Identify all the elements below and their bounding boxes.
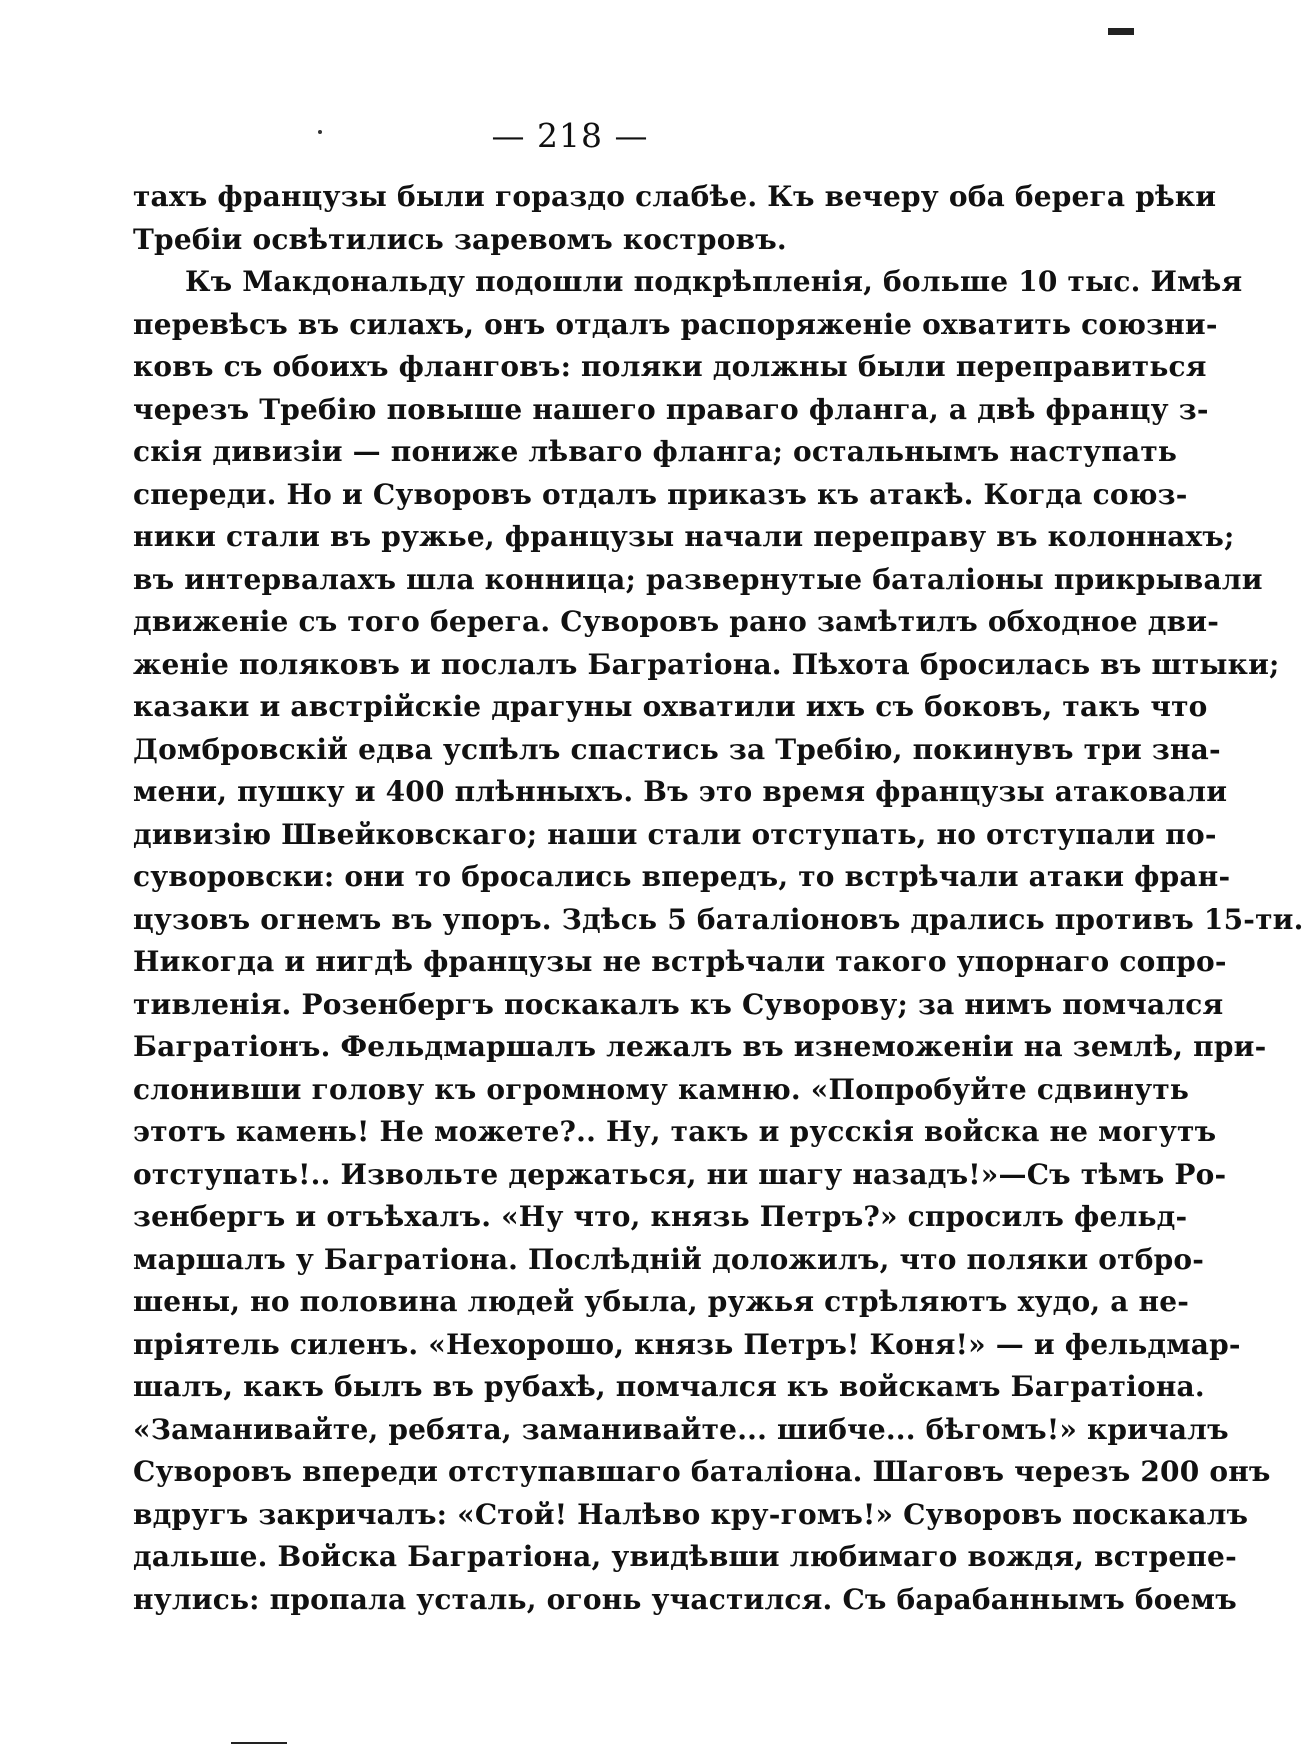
text-line: тахъ французы были гораздо слабѣе. Къ вечеру оба берега рѣки <box>133 180 1217 213</box>
text-line: казаки и австрійскіе драгуны охватили ихъ съ боковъ, такъ что <box>133 690 1208 723</box>
text-line: дальше. Войска Багратіона, увидѣвши любимаго вождя, встрепе- <box>133 1540 1237 1573</box>
text-line: слонивши голову къ огромному камню. «Попробуйте сдвинуть <box>133 1072 1190 1106</box>
text-line: спереди. Но и Суворовъ отдалъ приказъ къ атакѣ. Когда союз- <box>133 477 1188 511</box>
text-line: Требіи освѣтились заревомъ костровъ. <box>133 222 787 256</box>
text-line: нулись: пропала усталь, огонь участился. Съ барабаннымъ боемъ <box>133 1582 1237 1616</box>
footnote-rule <box>231 1742 287 1744</box>
text-line: шалъ, какъ былъ въ рубахѣ, помчался къ войскамъ Багратіона. <box>133 1370 1205 1403</box>
body-text <box>133 176 1304 1621</box>
text-line: ковъ съ обоихъ фланговъ: поляки должны были переправиться <box>133 350 1207 383</box>
text-line: мени, пушку и 400 плѣнныхъ. Въ это время французы атаковали <box>133 775 1228 808</box>
text-line: Багратіонъ. Фельдмаршалъ лежалъ въ изнеможеніи на землѣ, при- <box>133 1030 1267 1063</box>
text-line: въ интервалахъ шла конница; развернутые баталіоны прикрывали <box>133 562 1263 596</box>
text-line: цузовъ огнемъ въ упоръ. Здѣсь 5 баталіоновъ дрались противъ 15-ти. <box>133 902 1304 936</box>
text-line: движеніе съ того берега. Суворовъ рано замѣтилъ обходное дви- <box>133 605 1220 638</box>
text-line: вдругъ закричалъ: «Стой! Налѣво кру-гомъ!» Суворовъ поскакалъ <box>133 1497 1249 1531</box>
text-line: женіе поляковъ и послалъ Багратіона. Пѣхота бросилась въ штыки; <box>133 647 1280 681</box>
page-number: — 218 — <box>491 116 649 155</box>
text-line: Къ Макдональду подошли подкрѣпленія, больше 10 тыс. Имѣя <box>185 265 1243 298</box>
text-line: перевѣсъ въ силахъ, онъ отдалъ распоряженіе охватить союзни- <box>133 307 1218 341</box>
text-line: Суворовъ впереди отступавшаго баталіона. Шаговъ черезъ 200 онъ <box>133 1455 1271 1488</box>
text-line: скія дивизіи — пониже лѣваго фланга; остальнымъ наступать <box>133 435 1178 468</box>
text-line: суворовски: они то бросались впередъ, то встрѣчали атаки фран- <box>133 860 1231 893</box>
text-line: «Заманивайте, ребята, заманивайте... шибче... бѣгомъ!» кричалъ <box>133 1412 1229 1446</box>
text-line: дивизію Швейковскаго; наши стали отступать, но отступали по- <box>133 817 1217 851</box>
text-line: шены, но половина людей убыла, ружья стрѣляютъ худо, а не- <box>133 1285 1190 1318</box>
text-line: маршалъ у Багратіона. Послѣдній доложилъ, что поляки отбро- <box>133 1242 1205 1276</box>
text-line: ники стали въ ружье, французы начали переправу въ колоннахъ; <box>133 520 1235 553</box>
text-line: пріятель силенъ. «Нехорошо, князь Петръ! Коня!» — и фельдмар- <box>133 1327 1241 1361</box>
text-line: отступать!.. Извольте держаться, ни шагу назадъ!»—Съ тѣмъ Ро- <box>133 1157 1227 1191</box>
text-line: черезъ Требію повыше нашего праваго фланга, а двѣ францу з- <box>133 392 1209 426</box>
text-line: зенбергъ и отъѣхалъ. «Ну что, князь Петръ?» спросилъ фельд- <box>133 1200 1188 1233</box>
text-line: Никогда и нигдѣ французы не встрѣчали такого упорнаго сопро- <box>133 945 1227 978</box>
text-line: тивленія. Розенбергъ поскакалъ къ Суворову; за нимъ помчался <box>133 987 1224 1021</box>
text-line: этотъ камень! Не можете?.. Ну, такъ и русскія войска не могутъ <box>133 1115 1217 1148</box>
scan-artifact-mark <box>1108 28 1134 35</box>
text-line: Домбровскій едва успѣлъ спастись за Требію, покинувъ три зна- <box>133 732 1221 766</box>
